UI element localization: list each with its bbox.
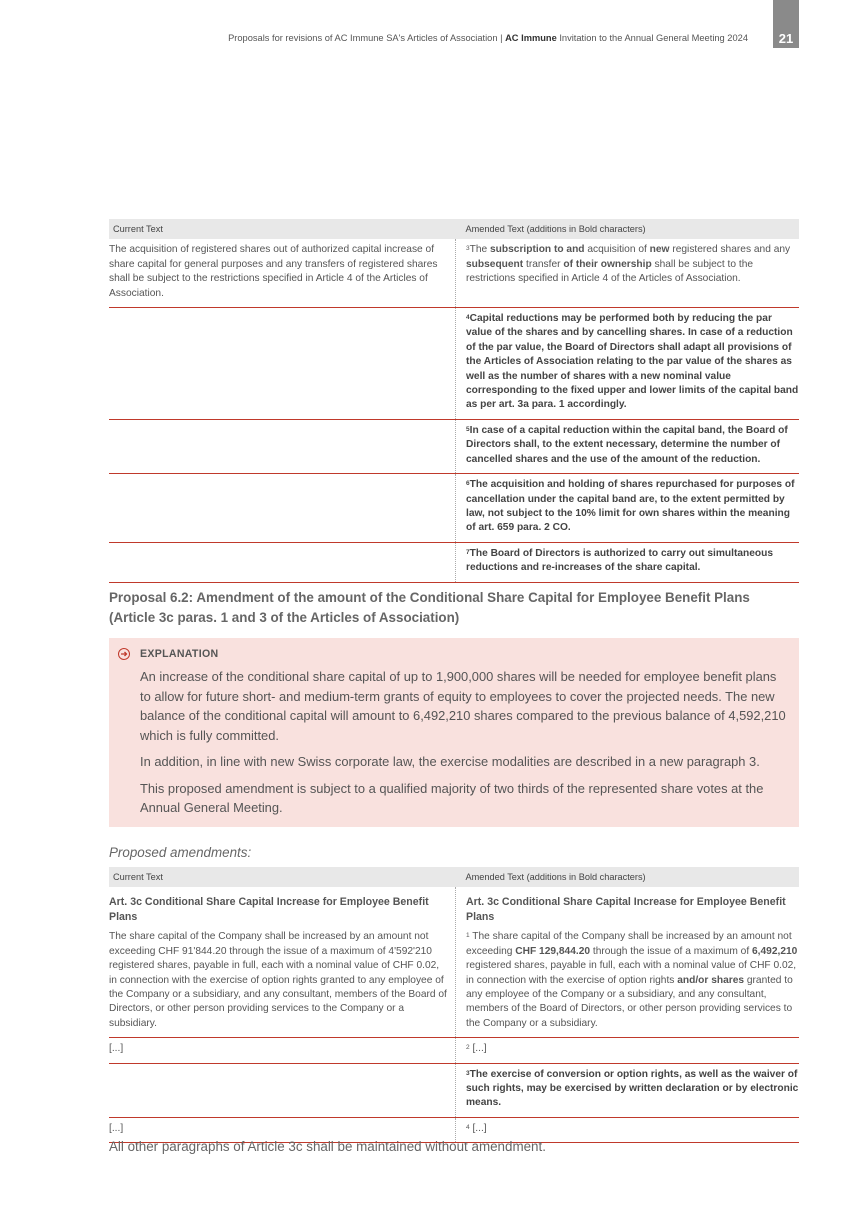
explanation-paragraph: In addition, in line with new Swiss corporate law, the exercise modalities are described in a new paragraph 3. (140, 754, 760, 769)
article-text: The share capital of the Company shall be increased by an amount not exceeding CHF 91'844.20 through the issue of a maximum of 4'592'210 registered shares, payable in full, each with a nominal value of CHF 0.02, in connection with the exercise of option rights granted to any employee of the Company or a subsidiary, and any consultant, members of the Board of Directors, or other person providing services to the Company or a subsidiary. (109, 931, 447, 1029)
current-text-cell (109, 887, 456, 1037)
explanation-label: EXPLANATION (140, 648, 219, 660)
amended-text-cell: $^4$ [...] (456, 1117, 800, 1142)
explanation-box (109, 638, 799, 827)
amended-text-cell: $^4$Capital reductions may be performed both by reducing the par value of the shares and by cancelling shares. In case of a reduction of the par value, the Board of Directors shall adapt all provisions of the Articles of Association relating to the par value of the shares as well as the number of shares with a new nominal value corresponding to the fixed upper and lower limits of the capital band as per art. 3a para. 1 accordingly. (456, 308, 800, 420)
amendment-table-2 (109, 867, 799, 1143)
amended-text-cell: $^5$In case of a capital reduction within the capital band, the Board of Directors shall, to the extent necessary, determine the number of cancelled shares and the use of the amount of the reduction. (456, 419, 800, 473)
column-header-current: Current Text (109, 867, 456, 887)
table-header-row (109, 219, 799, 239)
current-text-cell: The acquisition of registered shares out of authorized capital increase of share capital for general purposes and any transfers of registered shares shall be subject to the restrictions specified in Article 4 of the Articles of Association. (109, 239, 456, 307)
page-number: 21 (773, 0, 799, 48)
table-row (109, 887, 799, 1037)
amended-text-cell: $^2$ [...] (456, 1038, 800, 1063)
footer-note: All other paragraphs of Article 3c shall be maintained without amendment. (109, 1139, 546, 1154)
table-row (109, 1038, 799, 1063)
brand-name: AC Immune (505, 33, 557, 43)
amendment-table-1 (109, 219, 799, 583)
page-header (0, 0, 858, 48)
column-header-current: Current Text (109, 219, 456, 239)
amended-text-cell: $^3$The subscription to and acquisition of new registered shares and any subsequent transfer of their ownership shall be subject to the restrictions specified in Article 4 of the Articles of Association. (456, 239, 800, 307)
table-row (109, 308, 799, 420)
explanation-paragraph: This proposed amendment is subject to a qualified majority of two thirds of the represented share votes at the Annual General Meeting. (140, 780, 764, 815)
table-row (109, 474, 799, 543)
amended-text-cell: $^6$The acquisition and holding of shares repurchased for purposes of cancellation under the capital band are, to the extent permitted by law, not subject to the 10% limit for own shares within the meaning of art. 659 para. 2 CO. (456, 474, 800, 543)
table-header-row (109, 867, 799, 887)
column-header-amended: Amended Text (additions in Bold characters) (456, 867, 800, 887)
current-text-cell-empty (109, 542, 456, 582)
table-row (109, 239, 799, 307)
table-row (109, 1063, 799, 1117)
current-text-cell-empty (109, 308, 456, 420)
current-text-cell: [...] (109, 1117, 456, 1142)
arrow-right-circle-icon (118, 648, 130, 660)
table-row (109, 542, 799, 582)
current-text-cell-empty (109, 474, 456, 543)
current-text-cell: [...] (109, 1038, 456, 1063)
proposed-amendments-label: Proposed amendments: (109, 845, 252, 860)
amended-text-cell: $^7$The Board of Directors is authorized to carry out simultaneous reductions and re-increases of the share capital. (456, 542, 800, 582)
article-text: $^1$ The share capital of the Company shall be increased by an amount not exceeding CHF 129,844.20 through the issue of a maximum of 6,492,210 registered shares, payable in full, each with a nominal value of CHF 0.02, in connection with the exercise of option rights and/or shares granted to any employee of the Company or a subsidiary, and any consultant, members of the Board of Directors, or other person providing services to the Company or a subsidiary. (466, 931, 798, 1029)
article-heading: Art. 3c Conditional Share Capital Increase for Employee Benefit Plans (466, 896, 786, 923)
amended-text-cell: $^3$The exercise of conversion or option rights, as well as the waiver of such rights, may be exercised by written declaration or by electronic means. (456, 1063, 800, 1117)
current-text-cell-empty (109, 419, 456, 473)
running-header: Proposals for revisions of AC Immune SA's Articles of Association | AC Immune Invitation to the Annual General Meeting 2024 (228, 33, 748, 43)
proposal-title: Proposal 6.2: Amendment of the amount of the Conditional Share Capital for Employee Benefit Plans (Article 3c paras. 1 and 3 of the Articles of Association) (109, 590, 750, 625)
column-header-amended: Amended Text (additions in Bold characters) (456, 219, 800, 239)
table-row (109, 419, 799, 473)
explanation-body (140, 667, 790, 825)
amended-text-cell (456, 887, 800, 1037)
current-text-cell-empty (109, 1063, 456, 1117)
article-heading: Art. 3c Conditional Share Capital Increase for Employee Benefit Plans (109, 896, 429, 923)
explanation-paragraph: An increase of the conditional share capital of up to 1,900,000 shares will be needed for employee benefit plans to allow for future short- and medium-term grants of equity to employees to cover the projected needs. The new balance of the conditional capital will amount to 6,492,210 shares compared to the previous balance of 4,592,210 which is fully committed. (140, 669, 786, 743)
